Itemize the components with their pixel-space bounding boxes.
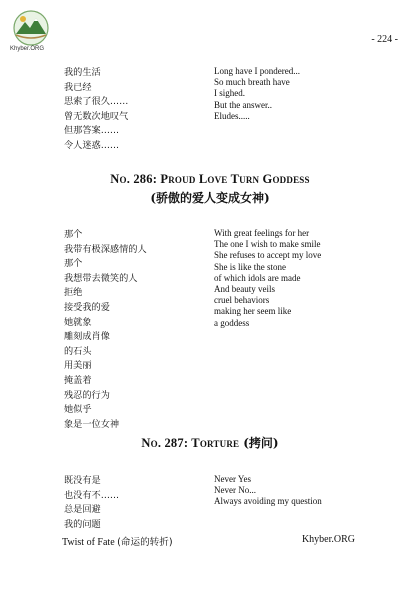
poem-286-heading bbox=[0, 170, 420, 206]
page-number: - 224 - bbox=[371, 34, 398, 45]
poem-287-english-text: Never Yes Never No... Always avoiding my question bbox=[214, 474, 322, 507]
intro-chinese-text: 我的生活 我已经 思索了很久…… 曾无数次地叹气 但那答案…… 令人迷惑…… bbox=[64, 67, 129, 151]
footer-book-title-zh: (命运的转折) bbox=[117, 537, 173, 548]
poem-286-chinese-text: 那个 我带有极深感情的人 那个 我想带去微笑的人 拒绝 接受我的爱 她就象 雕刻成肖像 的石头 用美丽 掩盖着 残忍的行为 她似乎 象是一位女神 bbox=[64, 229, 147, 430]
intro-english-text: Long have I pondered... So much breath have I sighed. But the answer.. Eludes..... bbox=[214, 66, 300, 121]
poem-287-title-zh: (拷问) bbox=[243, 436, 279, 450]
poem-286-english-text: With great feelings for her The one I wish to make smile She refuses to accept my love She is like the stone of which idols are made And beauty veils cruel behaviors making her seem like a goddess bbox=[214, 228, 322, 328]
poem-286-subtitle: (骄傲的爱人变成女神) bbox=[150, 191, 270, 205]
footer-book-title-en: Twist of Fate bbox=[62, 537, 115, 548]
footer-book-title bbox=[62, 534, 173, 548]
poem-287-title: No. 287: Torture bbox=[141, 436, 240, 450]
poem-287-chinese-text: 既没有是 也没有不…… 总是回避 我的问题 bbox=[64, 475, 120, 530]
footer-site: Khyber.ORG bbox=[301, 534, 355, 545]
logo-text: Khyber.ORG bbox=[10, 46, 45, 52]
poem-286-title: No. 286: Proud Love Turn Goddess bbox=[110, 172, 310, 186]
poem-287-heading bbox=[0, 434, 420, 452]
